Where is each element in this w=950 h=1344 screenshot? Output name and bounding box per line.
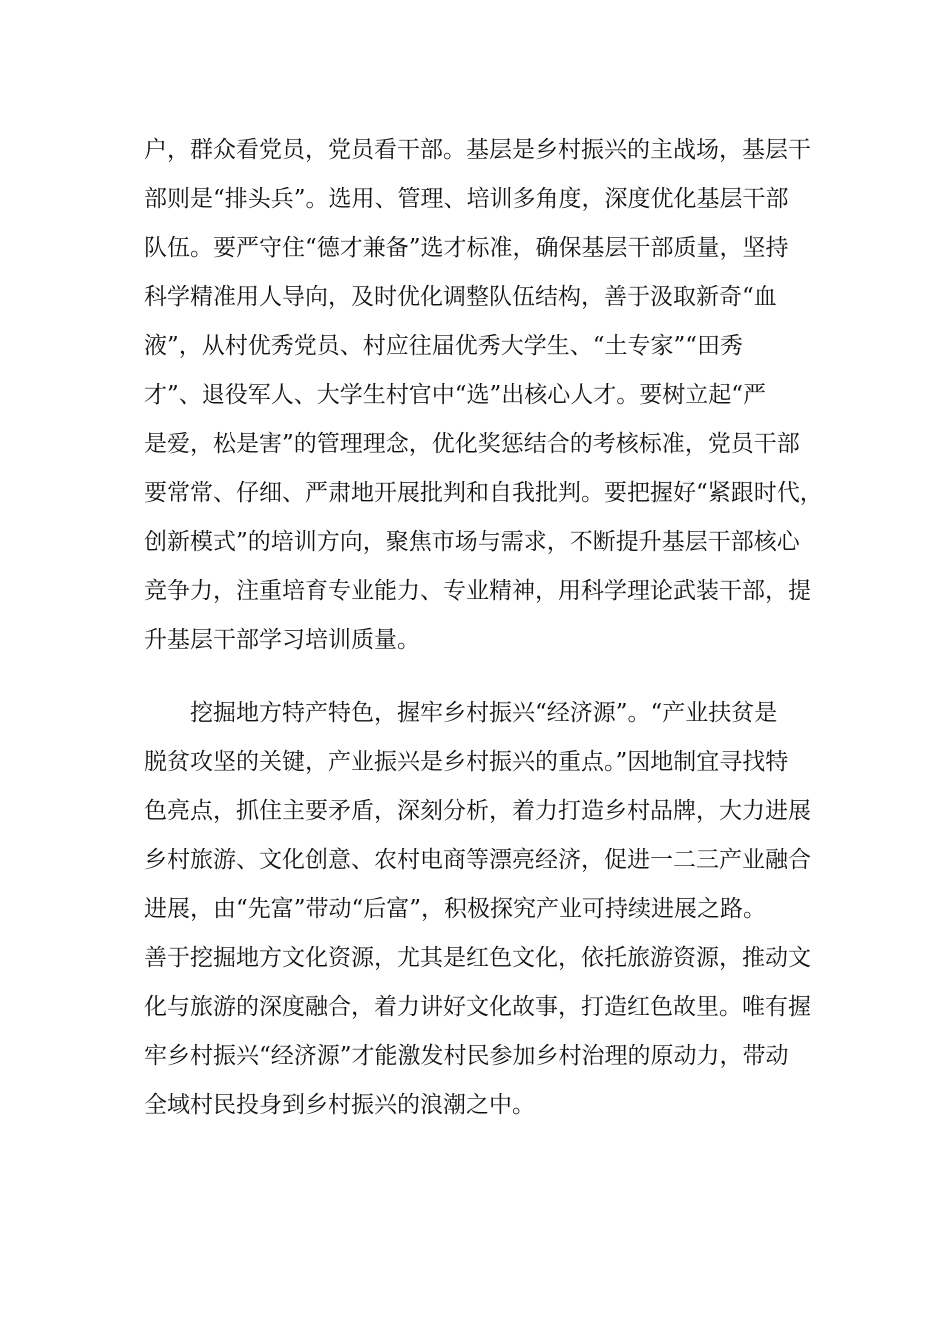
text-line: 户，群众看党员，党员看干部。基层是乡村振兴的主战场，基层干 <box>144 137 811 163</box>
text-line: 挖掘地方特产特色，握牢乡村振兴“经济源”。“产业扶贫是 <box>190 700 778 726</box>
paragraph-1 <box>144 126 824 665</box>
document-body <box>144 126 824 1130</box>
text-line: 创新模式”的培训方向，聚焦市场与需求，不断提升基层干部核心 <box>144 529 800 555</box>
text-line: 乡村旅游、文化创意、农村电商等漂亮经济，促进一二三产业融合 <box>144 847 811 873</box>
text-line: 全域村民投身到乡村振兴的浪潮之中。 <box>144 1092 535 1118</box>
text-line: 脱贫攻坚的关键，产业振兴是乡村振兴的重点。”因地制宜寻找特 <box>144 749 789 775</box>
paragraph-spacing <box>144 665 824 689</box>
text-line: 队伍。要严守住“德才兼备”选才标准，确保基层干部质量，坚持 <box>144 235 789 261</box>
text-line: 竞争力，注重培育专业能力、专业精神，用科学理论武装干部，提 <box>144 578 811 604</box>
text-line: 是爱，松是害”的管理理念，优化奖惩结合的考核标准，党员干部 <box>144 431 800 457</box>
text-line: 善于挖掘地方文化资源，尤其是红色文化，依托旅游资源，推动文 <box>144 945 811 971</box>
text-line: 科学精准用人导向，及时优化调整队伍结构，善于汲取新奇“血 <box>144 284 777 310</box>
text-line: 才”、退役军人、大学生村官中“选”出核心人才。要树立起“严 <box>144 382 767 408</box>
text-line: 升基层干部学习培训质量。 <box>144 627 420 653</box>
text-line: 牢乡村振兴“经济源”才能激发村民参加乡村治理的原动力，带动 <box>144 1043 789 1069</box>
text-line: 部则是“排头兵”。选用、管理、培训多角度，深度优化基层干部 <box>144 186 789 212</box>
text-line: 化与旅游的深度融合，着力讲好文化故事，打造红色故里。唯有握 <box>144 994 811 1020</box>
text-line: 色亮点，抓住主要矛盾，深刻分析，着力打造乡村品牌，大力进展 <box>144 798 811 824</box>
text-line: 进展，由“先富”带动“后富”，积极探究产业可持续进展之路。 <box>144 896 767 922</box>
text-line: 液”，从村优秀党员、村应往届优秀大学生、“土专家”“田秀 <box>144 333 744 359</box>
text-line: 要常常、仔细、严肃地开展批判和自我批判。要把握好“紧跟时代， <box>144 480 823 506</box>
paragraph-2 <box>144 689 824 1130</box>
